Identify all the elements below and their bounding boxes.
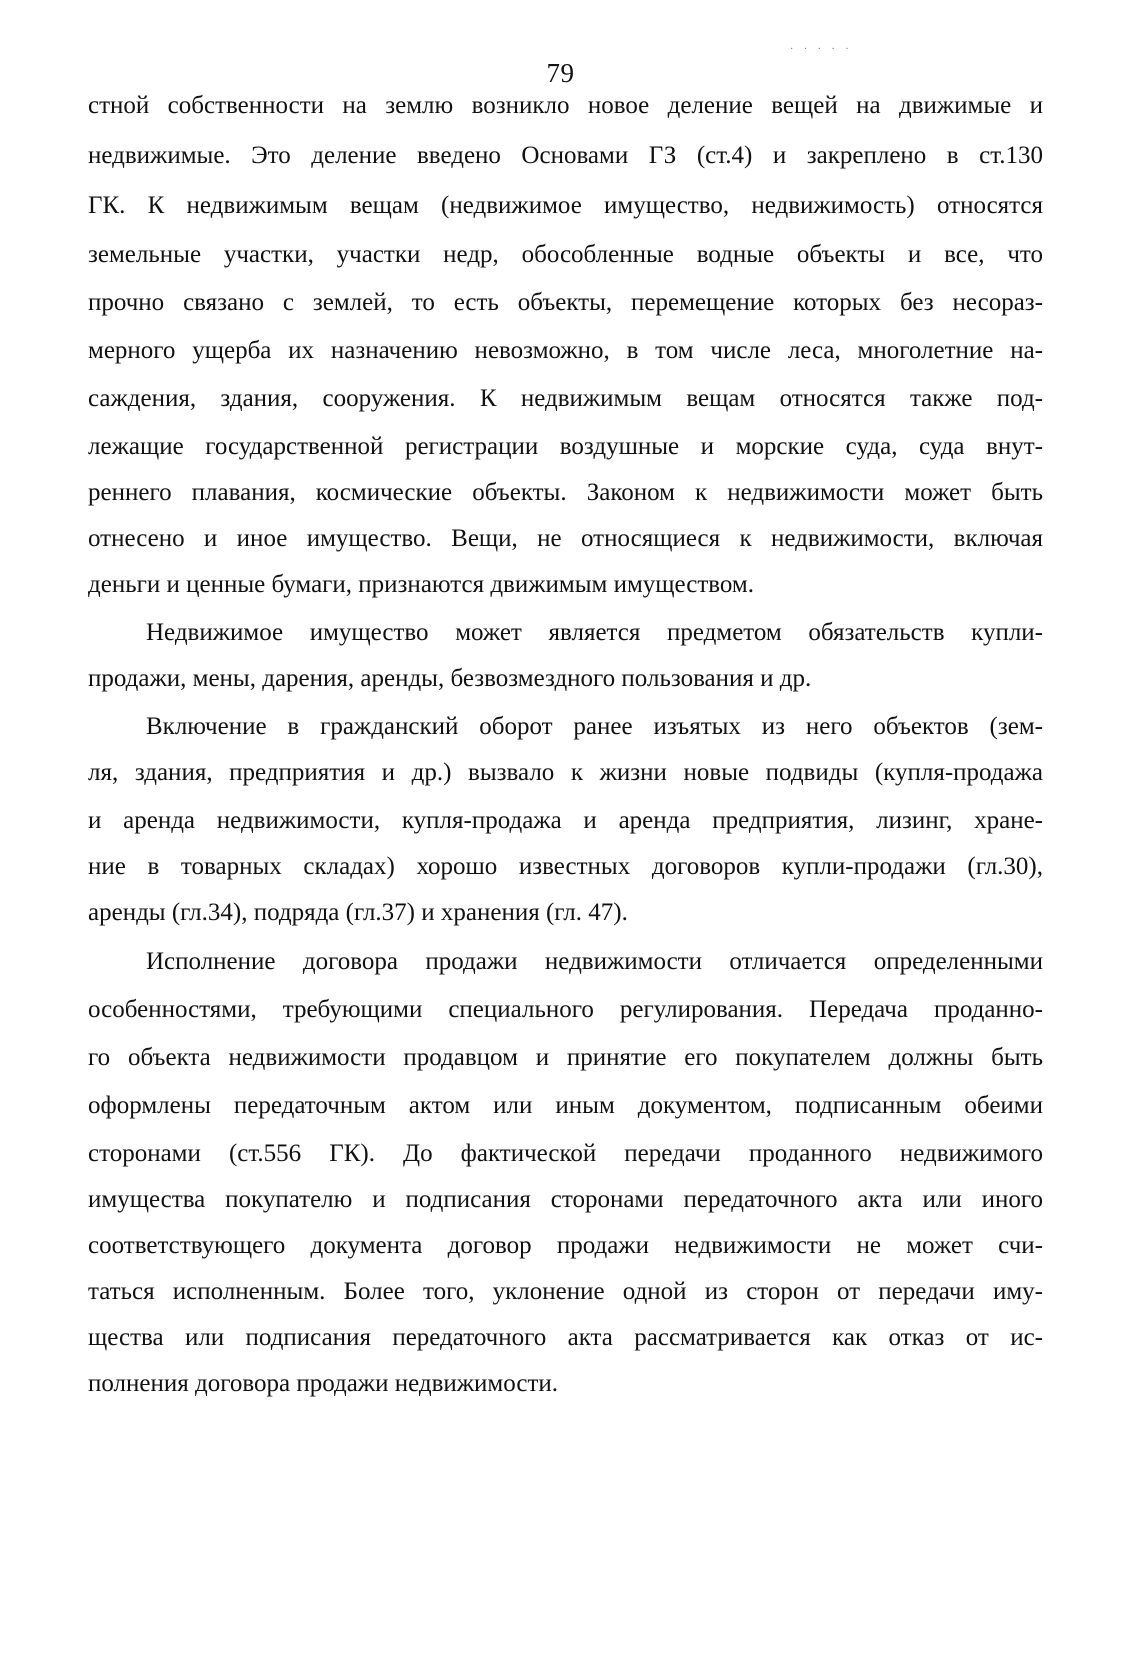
text-line: оформлены передаточным актом или иным документом, подписанным обеими: [88, 1092, 1043, 1119]
text-line: Недвижимое имущество может является предметом обязательств купли-: [146, 619, 1043, 646]
text-line: земельные участки, участки недр, обособленные водные объекты и все, что: [88, 241, 1043, 268]
text-line: мерного ущерба их назначению невозможно, в том числе леса, многолетние на-: [88, 337, 1043, 364]
text-line: ние в товарных складах) хорошо известных договоров купли-продажи (гл.30),: [88, 853, 1043, 880]
text-line: полнения договора продажи недвижимости.: [88, 1370, 559, 1397]
text-line: стной собственности на землю возникло новое деление вещей на движимые и: [88, 92, 1043, 119]
text-line: щества или подписания передаточного акта рассматривается как отказ от ис-: [88, 1324, 1043, 1351]
text-line: соответствующего документа договор продажи недвижимости не может счи-: [88, 1232, 1043, 1259]
text-line: и аренда недвижимости, купля-продажа и аренда предприятия, лизинг, хране-: [88, 807, 1043, 834]
text-line: деньги и ценные бумаги, признаются движимым имуществом.: [88, 571, 754, 598]
text-line: отнесено и иное имущество. Вещи, не относящиеся к недвижимости, включая: [88, 525, 1043, 552]
text-line: имущества покупателю и подписания сторонами передаточного акта или иного: [88, 1186, 1043, 1213]
text-line: прочно связано с землей, то есть объекты, перемещение которых без несораз-: [88, 289, 1043, 316]
text-line: Включение в гражданский оборот ранее изъятых из него объектов (зем-: [146, 713, 1043, 740]
page-number: 79: [546, 58, 575, 88]
text-line: го объекта недвижимости продавцом и принятие его покупателем должны быть: [88, 1044, 1043, 1071]
text-line: аренды (гл.34), подряда (гл.37) и хранения (гл. 47).: [88, 899, 628, 926]
text-line: саждения, здания, сооружения. К недвижимым вещам относятся также под-: [88, 385, 1043, 412]
text-line: лежащие государственной регистрации воздушные и морские суда, суда внут-: [88, 433, 1043, 460]
text-line: продажи, мены, дарения, аренды, безвозмездного пользования и др.: [88, 665, 812, 692]
text-line: сторонами (ст.556 ГК). До фактической передачи проданного недвижимого: [88, 1140, 1043, 1167]
text-line: таться исполненным. Более того, уклонение одной из сторон от передачи иму-: [88, 1278, 1043, 1305]
text-line: реннего плавания, космические объекты. Законом к недвижимости может быть: [88, 479, 1043, 506]
text-line: Исполнение договора продажи недвижимости отличается определенными: [146, 948, 1043, 975]
scan-specks: · · · · ·: [790, 44, 853, 55]
text-line: особенностями, требующими специального регулирования. Передача проданно-: [88, 996, 1043, 1023]
text-line: недвижимые. Это деление введено Основами ГЗ (ст.4) и закреплено в ст.130: [88, 142, 1043, 169]
text-line: ля, здания, предприятия и др.) вызвало к жизни новые подвиды (купля-продажа: [88, 759, 1043, 786]
text-line: ГК. К недвижимым вещам (недвижимое имущество, недвижимость) относятся: [88, 192, 1043, 219]
